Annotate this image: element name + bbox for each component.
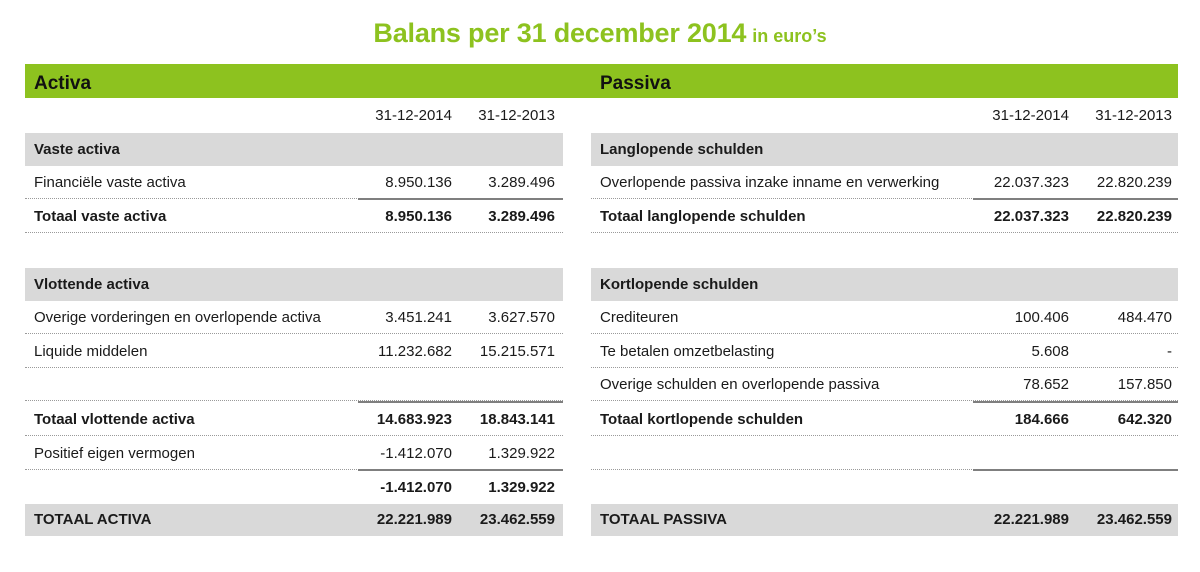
activa-col-2014: 31-12-2014	[375, 107, 452, 124]
row-label: Te betalen omzetbelasting	[600, 343, 775, 360]
value-2014: 184.666	[1014, 411, 1069, 428]
table-row-total	[25, 471, 563, 504]
header-bar	[25, 64, 1178, 98]
row-label: Overlopende passiva inzake inname en verwerking	[600, 174, 940, 191]
vaste-activa-section	[25, 133, 563, 166]
table-row	[25, 301, 563, 334]
table-row	[591, 301, 1178, 334]
table-row-total	[25, 200, 563, 233]
value-2013: 15.215.571	[479, 343, 555, 360]
value-2014: 22.037.323	[993, 174, 1069, 191]
section-label: Kortlopende schulden	[600, 276, 759, 293]
subtotal-rule	[973, 469, 1178, 471]
title-main: Balans per 31 december 2014	[373, 18, 747, 48]
value-2013: 3.289.496	[488, 208, 555, 225]
value-2013: 22.820.239	[1096, 208, 1172, 225]
value-2014: -1.412.070	[380, 479, 452, 496]
table-row-empty	[25, 368, 563, 401]
row-label: Crediteuren	[600, 309, 679, 326]
row-label: Totaal langlopende schulden	[600, 208, 806, 225]
value-2013: 484.470	[1117, 309, 1172, 326]
activa-col-2013: 31-12-2013	[478, 107, 555, 124]
row-label: Overige vorderingen en overlopende activa	[34, 309, 321, 326]
value-2014: 8.950.136	[385, 174, 452, 191]
value-2013: 3.289.496	[488, 174, 555, 191]
value-2014: 3.451.241	[385, 309, 452, 326]
kortlopende-schulden-section	[591, 268, 1178, 301]
table-row	[25, 166, 563, 199]
value-2014: 8.950.136	[385, 208, 452, 225]
row-label: Overige schulden en overlopende passiva	[600, 376, 880, 393]
value-2013: 3.627.570	[488, 309, 555, 326]
value-2013: 23.462.559	[479, 511, 555, 528]
row-label: Financiële vaste activa	[34, 174, 186, 191]
value-2014: 22.037.323	[993, 208, 1069, 225]
row-label: Liquide middelen	[34, 343, 148, 360]
section-label: Langlopende schulden	[600, 141, 764, 158]
activa-column-headers	[25, 99, 563, 132]
table-row	[591, 335, 1178, 368]
table-row	[25, 335, 563, 368]
totaal-activa-row	[25, 504, 563, 536]
passiva-header: Passiva	[600, 73, 671, 94]
value-2013: 1.329.922	[488, 445, 555, 462]
value-2014: 5.608	[1031, 343, 1069, 360]
value-2013: 157.850	[1117, 376, 1172, 393]
activa-header: Activa	[34, 73, 92, 94]
table-row-total	[591, 200, 1178, 233]
value-2014: -1.412.070	[380, 445, 452, 462]
value-2013: 22.820.239	[1096, 174, 1172, 191]
value-2013: 23.462.559	[1096, 511, 1172, 528]
title-unit: in euro’s	[752, 26, 827, 46]
totaal-passiva-row	[591, 504, 1178, 536]
value-2014: 11.232.682	[378, 343, 452, 360]
row-label: TOTAAL PASSIVA	[600, 511, 727, 528]
value-2013: 18.843.141	[479, 411, 555, 428]
passiva-col-2013: 31-12-2013	[1095, 107, 1172, 124]
value-2014: 78.652	[1023, 376, 1069, 393]
value-2014: 14.683.923	[376, 411, 452, 428]
section-label: Vaste activa	[34, 141, 120, 158]
table-row-empty	[591, 437, 1178, 470]
value-2014: 22.221.989	[376, 511, 452, 528]
passiva-column-headers	[591, 99, 1178, 132]
row-label: Totaal vaste activa	[34, 208, 167, 225]
row-label: TOTAAL ACTIVA	[34, 511, 152, 528]
vlottende-activa-section	[25, 268, 563, 301]
table-row-total	[591, 403, 1178, 436]
value-2014: 100.406	[1014, 309, 1069, 326]
row-label: Totaal kortlopende schulden	[600, 411, 804, 428]
value-2014: 22.221.989	[993, 511, 1069, 528]
value-2013: -	[1167, 343, 1172, 360]
passiva-col-2014: 31-12-2014	[992, 107, 1069, 124]
table-row	[25, 437, 563, 470]
table-row-total	[25, 403, 563, 436]
table-row	[591, 166, 1178, 199]
table-row	[591, 368, 1178, 401]
row-label: Totaal vlottende activa	[34, 411, 195, 428]
page-title	[0, 18, 1200, 49]
value-2013: 642.320	[1117, 411, 1172, 428]
row-label: Positief eigen vermogen	[34, 445, 195, 462]
value-2013: 1.329.922	[488, 479, 555, 496]
langlopende-schulden-section	[591, 133, 1178, 166]
section-label: Vlottende activa	[34, 276, 150, 293]
